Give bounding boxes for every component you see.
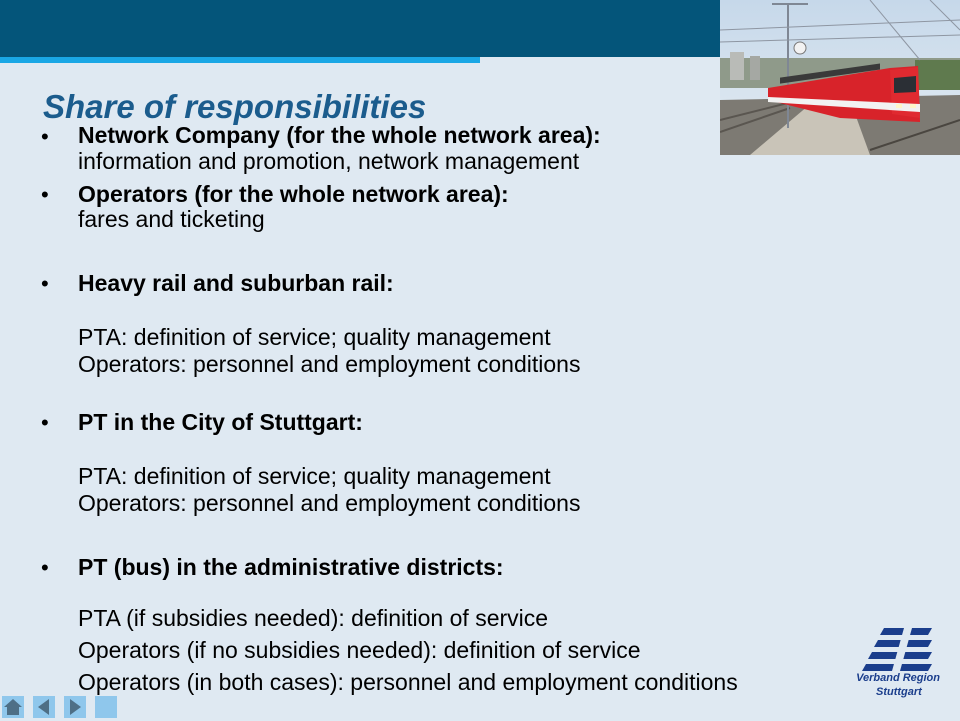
bullet-text: PTA: definition of service; quality management	[78, 463, 551, 489]
bullet-heading: Network Company (for the whole network area):	[78, 122, 601, 148]
arrow-left-icon	[33, 696, 55, 718]
bullet-text: fares and ticketing	[78, 206, 265, 232]
bullet-text: Operators (in both cases): personnel and employment conditions	[78, 669, 738, 695]
bullet-heading: PT in the City of Stuttgart:	[78, 409, 363, 435]
next-slide-button[interactable]	[64, 696, 86, 718]
bullet-text: Operators: personnel and employment conditions	[78, 490, 581, 516]
bullet-text: information and promotion, network management	[78, 148, 580, 174]
bullet-marker: •	[41, 555, 49, 580]
bullet-heading: PT (bus) in the administrative districts:	[78, 554, 504, 580]
home-button[interactable]	[2, 696, 24, 718]
bullet-heading: Heavy rail and suburban rail:	[78, 270, 394, 296]
bullet-marker: •	[41, 182, 49, 207]
bullet-text: PTA: definition of service; quality management	[78, 324, 551, 350]
bullet-text: PTA (if subsidies needed): definition of service	[78, 605, 549, 631]
slide-title: Share of responsibilities	[43, 88, 427, 125]
bullet-marker: •	[41, 271, 49, 296]
logo-mark-icon	[820, 628, 940, 672]
bullet-marker: •	[41, 410, 49, 435]
bullet-text: Operators: personnel and employment conditions	[78, 351, 581, 377]
logo-text-line2: Stuttgart	[876, 686, 922, 698]
verband-region-stuttgart-logo	[820, 628, 940, 700]
bullet-text: Operators (if no subsidies needed): definition of service	[78, 637, 641, 663]
logo-text-line1: Verband Region	[856, 672, 940, 684]
bullet-heading: Operators (for the whole network area):	[78, 181, 509, 207]
bullet-marker: •	[41, 124, 49, 149]
previous-slide-button[interactable]	[33, 696, 55, 718]
arrow-right-icon	[64, 696, 86, 718]
home-icon	[2, 696, 24, 718]
nav-blank-tile	[95, 696, 117, 718]
